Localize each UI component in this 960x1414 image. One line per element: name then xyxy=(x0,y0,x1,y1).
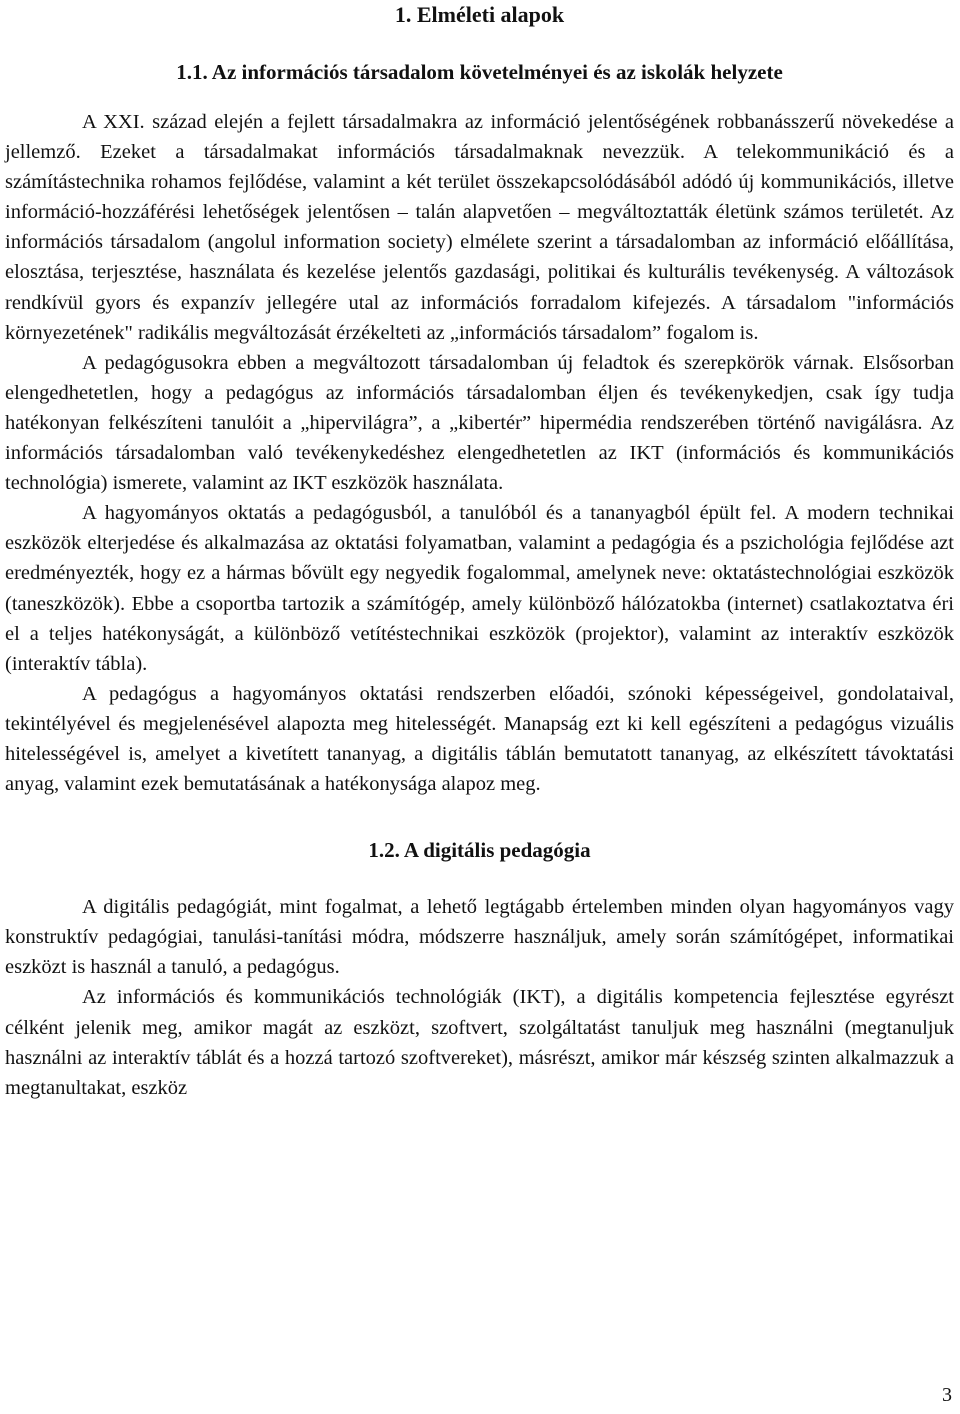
page-number: 3 xyxy=(942,1384,952,1406)
paragraph: A pedagógusokra ebben a megváltozott társadalomban új feladtok és szerepkörök várnak. Elsősorban elengedhetetlen, hogy a pedagógus az információs társadalomban éljen és tevékenykedjen, csak így tudja hatékonyan felkészíteni tanulóit a „hipervilágra”, a „kibertér” hipermédia rendszerében történő navigálásra. Az információs társadalomban való tevékenykedéshez elengedhetetlen az IKT (információs és kommunikációs technológia) ismerete, valamint az IKT eszközök használata. xyxy=(5,351,954,495)
section-title-1-1: 1.1. Az információs társadalom követelményei és az iskolák helyzete xyxy=(176,60,783,84)
chapter-title: 1. Elméleti alapok xyxy=(394,2,565,27)
section-title-1-2: 1.2. A digitális pedagógia xyxy=(368,838,591,863)
section-1-1-body xyxy=(5,107,954,799)
paragraph: Az információs és kommunikációs technológiák (IKT), a digitális kompetencia fejlesztése egyrészt célként jelenik meg, amikor magát az eszközt, szoftvert, szolgáltatást tanuljuk meg használni (megtanuljuk használni az interaktív táblát és a hozzá tartozó szoftvereket), másrészt, amikor már készség szinten alkalmazzuk a megtanultakat, eszköz xyxy=(5,986,954,1099)
paragraph: A digitális pedagógiát, mint fogalmat, a lehető legtágabb értelemben minden olyan hagyományos vagy konstruktív pedagógiai, tanulási-tanítási módra, módszerre használjuk, amely során számítógépet, informatikai eszközt is használ a tanuló, a pedagógus. xyxy=(5,896,954,979)
paragraph: A hagyományos oktatás a pedagógusból, a tanulóból és a tananyagból épült fel. A modern technikai eszközök elterjedése és alkalmazása az oktatási folyamatban, valamint a pedagógia és a pszichológia fejlődése azt eredményezték, hogy ez a hármas bővült egy negyedik fogalommal, amelynek neve: oktatástechnológiai eszközök (taneszközök). Ebbe a csoportba tartozik a számítógép, amely különböző hálózatokba (internet) csatlakoztatva éri el a teljes hatékonyságát, a különböző vetítéstechnikai eszközök (projektor), valamint az interaktív eszközök (interaktív tábla). xyxy=(5,502,954,675)
paragraph: A XXI. század elején a fejlett társadalmakra az információ jelentőségének robbanásszerű növekedése a jellemző. Ezeket a társadalmakat információs társadalmaknak nevezzük. A telekommunikáció és a számítástechnika rohamos fejlődése, valamint a két terület összekapcsolódásából adódó új kommunikációs, illetve információ-hozzáférési lehetőségek jelentősen – talán alapvetően – megváltoztatták életünk számos területét. Az információs társadalom (angolul information society) elmélete szerint a társadalomban az információ előállítása, elosztása, terjesztése, használata és kezelése jelentős gazdasági, politikai és kulturális tevékenység. A változások rendkívül gyors és expanzív jellegére utal az információs forradalom kifejezés. A társadalom "információs környezetének" radikális megváltozását érzékelteti az „információs társadalom” fogalom is. xyxy=(5,111,954,344)
paragraph: A pedagógus a hagyományos oktatási rendszerben előadói, szónoki képességeivel, gondolataival, tekintélyével és megjelenésével alapozta meg hitelességét. Manapság ezt ki kell egészíteni a pedagógus vizuális hitelességével is, amelyet a kivetített tananyag, a digitális táblán bemutatott tananyag, az elkészített távoktatási anyag, valamint ezek bemutatásának a hatékonysága alapoz meg. xyxy=(5,682,954,796)
section-1-2-body xyxy=(5,892,954,1103)
